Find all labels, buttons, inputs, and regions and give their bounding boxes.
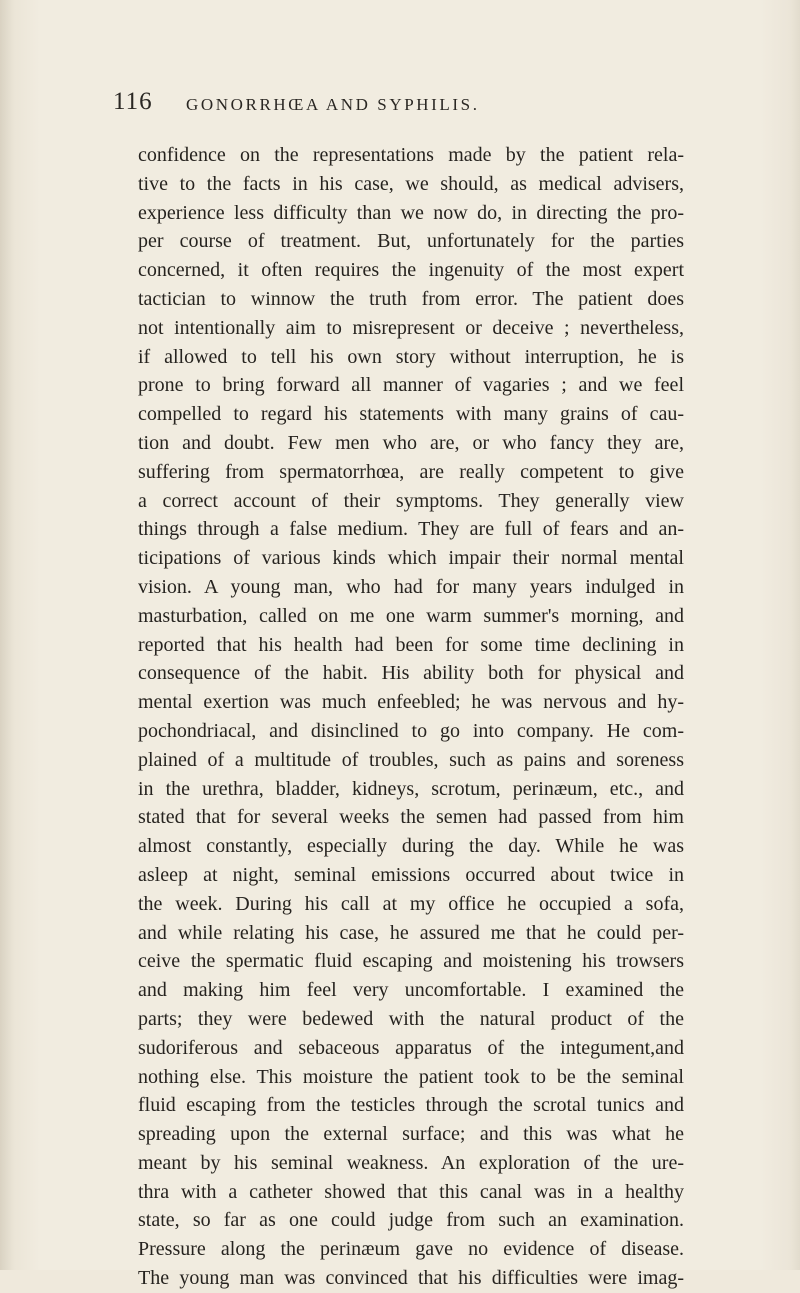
- text-line: ceive the spermatic fluid escaping and moistening his trowsers: [138, 950, 684, 973]
- body-paragraph: [138, 141, 684, 1293]
- text-line: and making him feel very uncomfortable. I examined the: [138, 979, 684, 1002]
- text-line: parts; they were bedewed with the natural product of the: [138, 1007, 684, 1030]
- text-line: the week. During his call at my office he occupied a sofa,: [138, 892, 684, 915]
- text-line: The young man was convinced that his difficulties were imag-: [138, 1267, 684, 1290]
- text-line: mental exertion was much enfeebled; he was nervous and hy-: [138, 691, 684, 714]
- text-line: fluid escaping from the testicles through the scrotal tunics and: [138, 1094, 684, 1117]
- text-line: thra with a catheter showed that this canal was in a healthy: [138, 1180, 684, 1203]
- text-line: vision. A young man, who had for many years indulged in: [138, 575, 684, 598]
- text-line: prone to bring forward all manner of vagaries ; and we feel: [138, 374, 684, 397]
- text-line: things through a false medium. They are full of fears and an-: [138, 518, 684, 541]
- text-line: stated that for several weeks the semen had passed from him: [138, 806, 684, 829]
- text-line: per course of treatment. But, unfortunately for the parties: [138, 230, 684, 253]
- text-line: suffering from spermatorrhœa, are really competent to give: [138, 460, 684, 483]
- text-line: nothing else. This moisture the patient took to be the seminal: [138, 1065, 684, 1088]
- text-line: ticipations of various kinds which impair their normal mental: [138, 547, 684, 570]
- text-line: sudoriferous and sebaceous apparatus of the integument,and: [138, 1036, 684, 1059]
- text-line: plained of a multitude of troubles, such as pains and soreness: [138, 748, 684, 771]
- text-line: consequence of the habit. His ability both for physical and: [138, 662, 684, 685]
- page-header: [0, 88, 800, 124]
- text-line: asleep at night, seminal emissions occurred about twice in: [138, 863, 684, 886]
- text-line: concerned, it often requires the ingenuity of the most expert: [138, 259, 684, 282]
- text-line: in the urethra, bladder, kidneys, scrotum, perinæum, etc., and: [138, 777, 684, 800]
- text-line: tactician to winnow the truth from error. The patient does: [138, 287, 684, 310]
- running-title: GONORRHŒA AND SYPHILIS.: [186, 95, 480, 114]
- text-line: tive to the facts in his case, we should, as medical advisers,: [138, 172, 684, 195]
- text-line: state, so far as one could judge from such an examination.: [138, 1209, 684, 1232]
- text-line: masturbation, called on me one warm summer's morning, and: [138, 604, 684, 627]
- text-line: spreading upon the external surface; and this was what he: [138, 1123, 684, 1146]
- page-number: 116: [113, 88, 153, 115]
- text-line: tion and doubt. Few men who are, or who fancy they are,: [138, 431, 684, 454]
- text-line: confidence on the representations made by the patient rela-: [138, 144, 684, 166]
- text-line: meant by his seminal weakness. An exploration of the ure-: [138, 1151, 684, 1174]
- text-line: compelled to regard his statements with many grains of cau-: [138, 403, 684, 426]
- text-line: not intentionally aim to misrepresent or deceive ; nevertheless,: [138, 316, 684, 339]
- text-line: pochondriacal, and disinclined to go into company. He com-: [138, 719, 684, 742]
- text-line: reported that his health had been for some time declining in: [138, 633, 684, 656]
- text-line: Pressure along the perinæum gave no evidence of disease.: [138, 1238, 684, 1261]
- text-line: almost constantly, especially during the day. While he was: [138, 835, 684, 858]
- text-line: if allowed to tell his own story without interruption, he is: [138, 345, 684, 368]
- text-line: a correct account of their symptoms. They generally view: [138, 489, 684, 512]
- text-line: and while relating his case, he assured me that he could per-: [138, 921, 684, 944]
- text-line: experience less difficulty than we now do, in directing the pro-: [138, 201, 684, 224]
